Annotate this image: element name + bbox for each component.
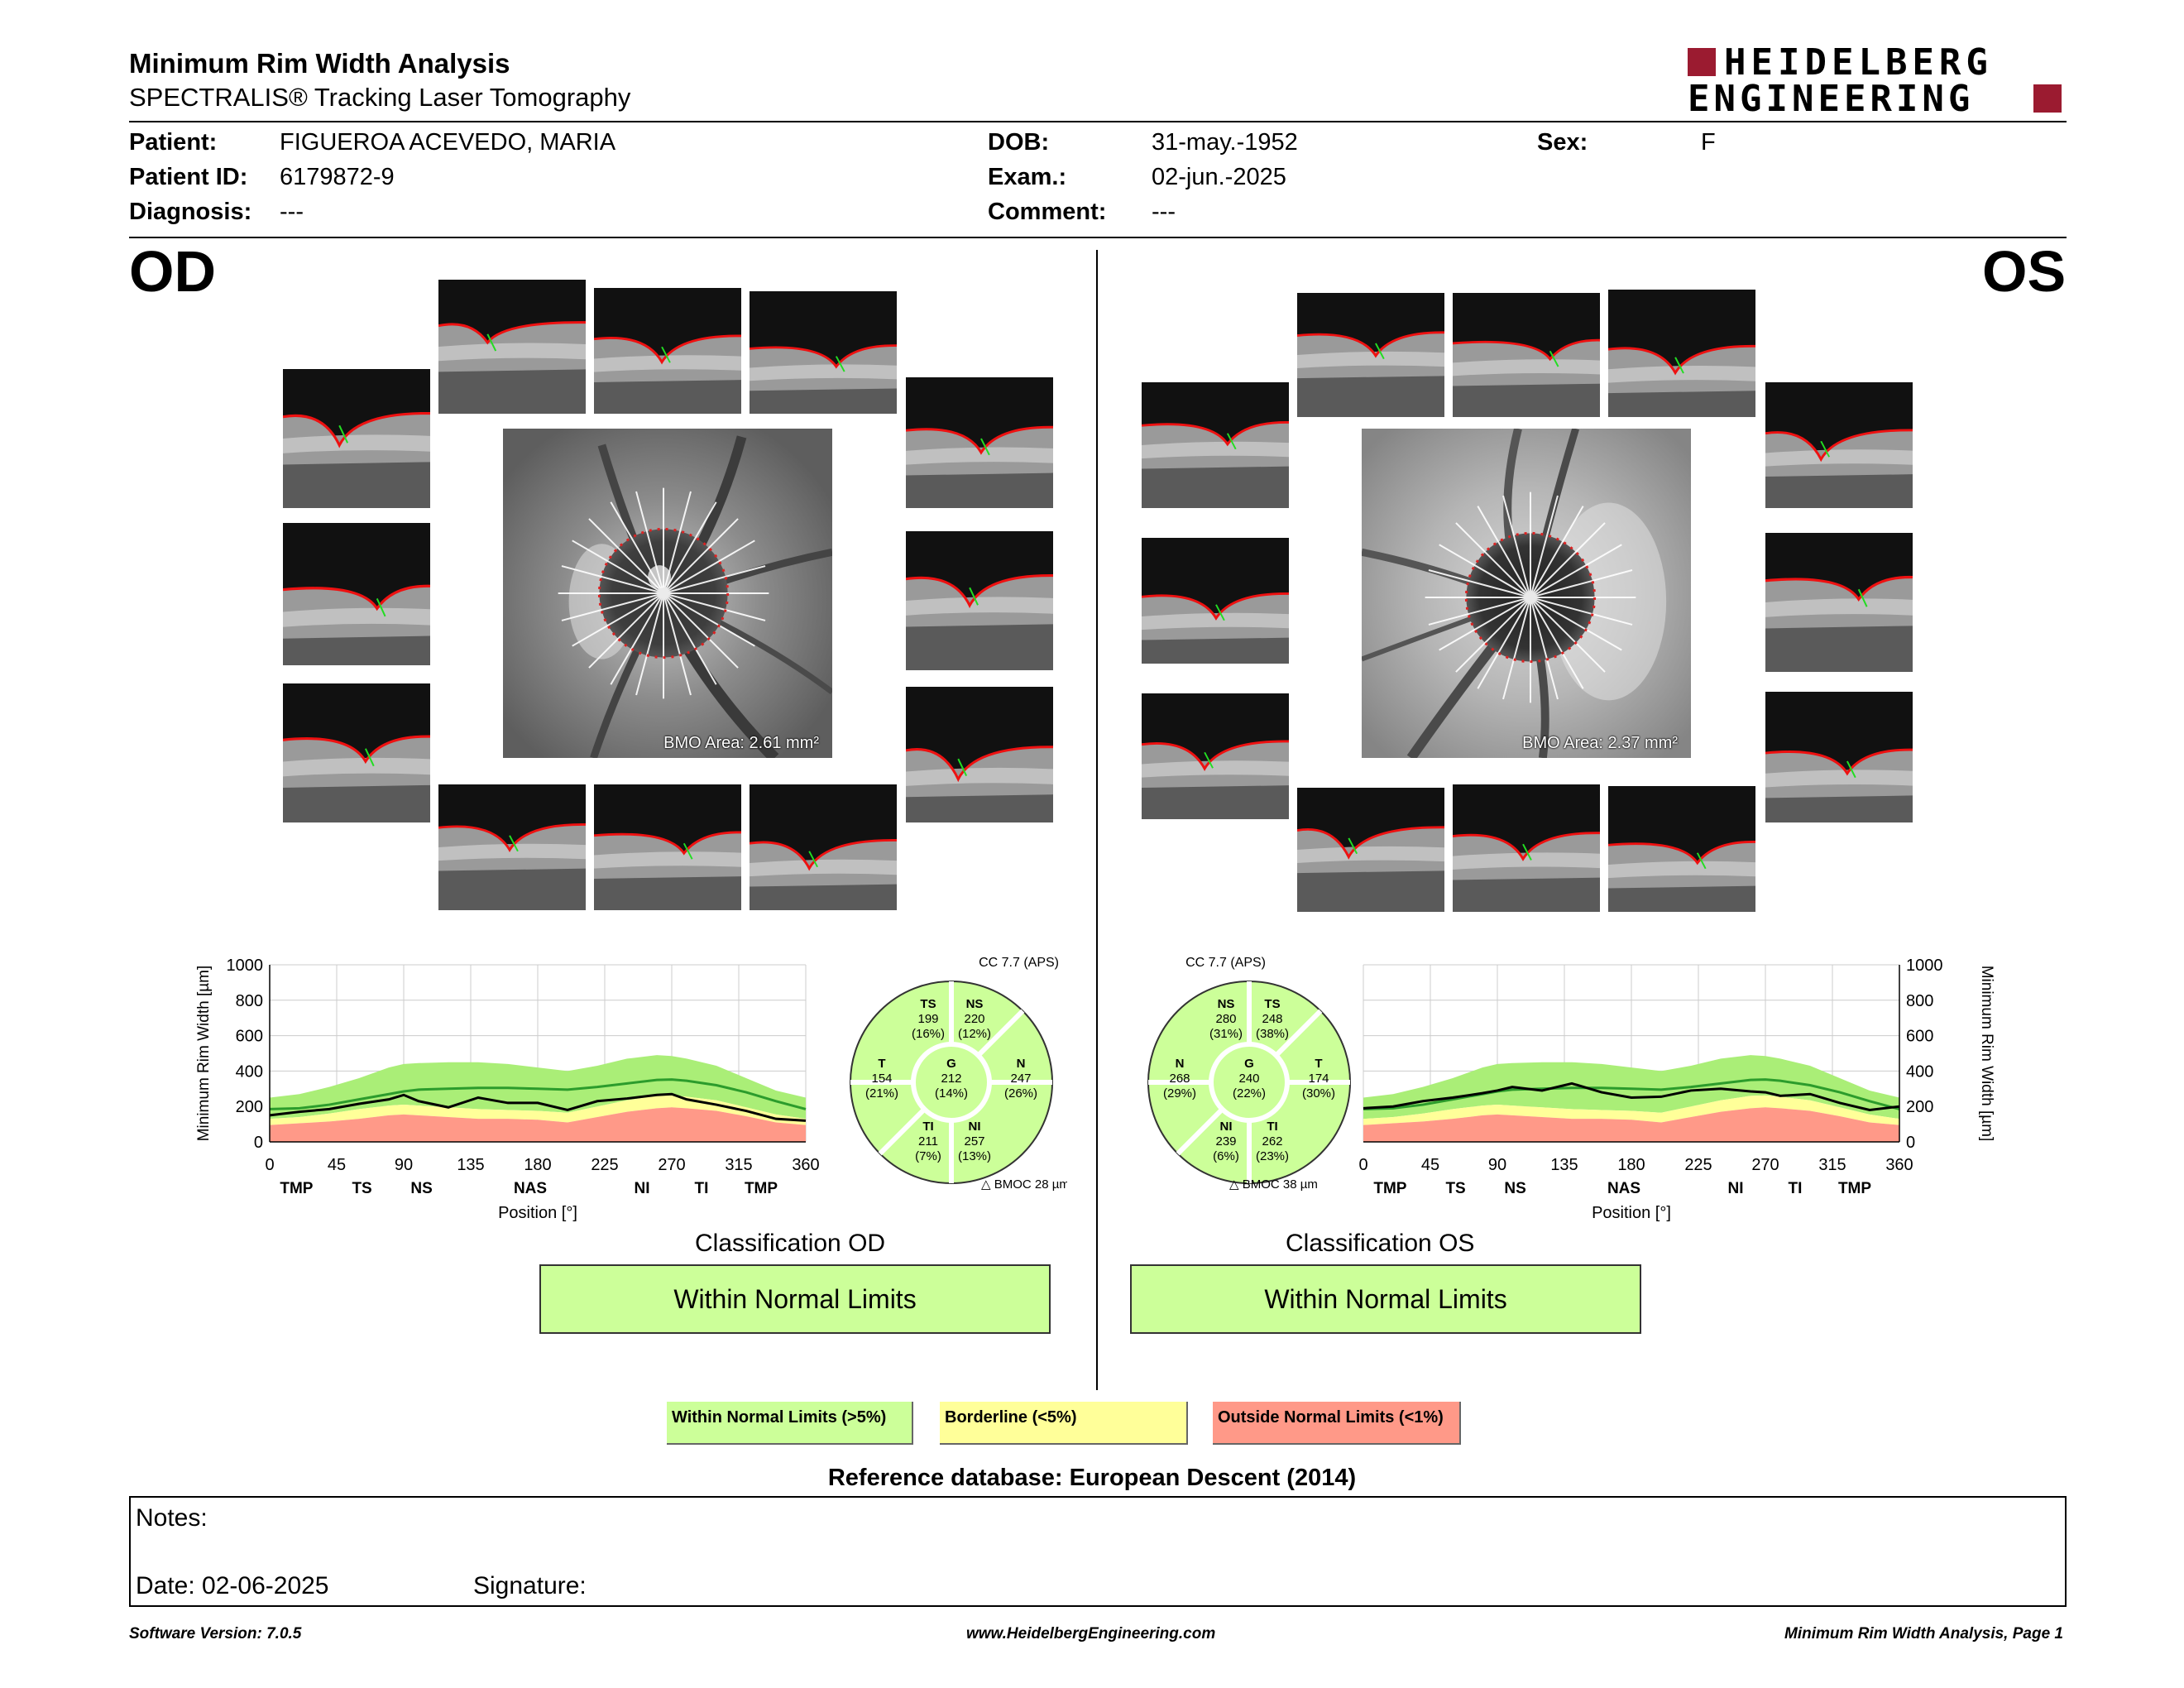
svg-text:247: 247 [1010, 1072, 1032, 1086]
svg-text:211: 211 [918, 1134, 938, 1149]
svg-text:NS: NS [1217, 997, 1235, 1011]
y-tick-label: 800 [1906, 991, 1934, 1010]
svg-text:199: 199 [917, 1012, 939, 1026]
oct-bscan-thumbnail [1142, 693, 1289, 819]
svg-text:NS: NS [965, 997, 984, 1011]
sector-axis-label: TI [694, 1180, 709, 1197]
svg-text:G: G [1244, 1057, 1254, 1071]
y-tick-label: 1000 [1906, 957, 1943, 975]
x-tick-label: 180 [524, 1156, 552, 1174]
svg-text:(30%): (30%) [1301, 1086, 1336, 1101]
y-tick-label: 200 [1906, 1098, 1934, 1117]
patient-id-value: 6179872-9 [280, 164, 395, 190]
legend-borderline: Borderline (<5%) [940, 1402, 1188, 1445]
svg-text:248: 248 [1262, 1012, 1283, 1026]
svg-text:(14%): (14%) [934, 1086, 969, 1101]
svg-text:240: 240 [1238, 1072, 1260, 1086]
svg-text:TS: TS [920, 997, 936, 1011]
oct-bscan-thumbnail [906, 687, 1053, 822]
x-tick-label: 0 [265, 1156, 275, 1174]
svg-text:N: N [1016, 1057, 1026, 1071]
dob-label: DOB: [988, 129, 1050, 156]
oct-bscan-thumbnail [283, 523, 430, 665]
x-tick-label: 45 [1420, 1156, 1440, 1174]
svg-text:174: 174 [1308, 1072, 1329, 1086]
x-tick-label: 225 [1684, 1156, 1712, 1174]
oct-bscan-thumbnail [1765, 382, 1913, 508]
svg-text:257: 257 [964, 1134, 985, 1149]
sector-axis-label: TMP [1373, 1180, 1407, 1197]
svg-text:(16%): (16%) [911, 1027, 946, 1041]
svg-text:NI: NI [968, 1120, 981, 1134]
x-tick-label: 360 [792, 1156, 820, 1174]
heidelberg-logo [1688, 41, 2068, 120]
oct-bscan-thumbnail [1765, 533, 1913, 672]
x-tick-label: 270 [1751, 1156, 1779, 1174]
x-axis-label: Position [°] [498, 1204, 577, 1222]
notes-box [129, 1496, 2067, 1607]
exam-value: 02-jun.-2025 [1152, 164, 1286, 190]
x-tick-label: 135 [457, 1156, 485, 1174]
bmoc-label: △ BMOC 38 µm [1229, 1177, 1318, 1192]
os-sector-wheel [1133, 943, 1368, 1192]
od-eye-label: OD [129, 239, 216, 304]
x-tick-label: 0 [1358, 1156, 1368, 1174]
comment-label: Comment: [988, 199, 1107, 225]
y-axis-label: Minimum Rim Width [µm] [1978, 965, 1994, 1142]
sector-axis-label: TMP [1837, 1180, 1872, 1197]
svg-text:220: 220 [964, 1012, 985, 1026]
sector-axis-label: NAS [1607, 1180, 1641, 1197]
os-classification-box: Within Normal Limits [1130, 1264, 1641, 1334]
svg-text:(38%): (38%) [1255, 1027, 1290, 1041]
legend-outside: Outside Normal Limits (<1%) [1213, 1402, 1461, 1445]
x-tick-label: 315 [725, 1156, 753, 1174]
y-tick-label: 400 [235, 1062, 263, 1081]
y-axis-label: Minimum Rim Width [µm] [195, 965, 213, 1142]
date-label: Date: 02-06-2025 [136, 1572, 329, 1599]
oct-bscan-thumbnail [1453, 293, 1600, 417]
diagnosis-value: --- [280, 199, 304, 225]
svg-text:N: N [1175, 1057, 1185, 1071]
sector-axis-label: TS [352, 1180, 372, 1197]
oct-bscan-thumbnail [1142, 382, 1289, 508]
notes-label: Notes: [136, 1504, 208, 1532]
y-tick-label: 600 [1906, 1027, 1934, 1046]
patient-value: FIGUEROA ACEVEDO, MARIA [280, 129, 616, 156]
comment-value: --- [1152, 199, 1176, 225]
x-tick-label: 90 [1487, 1156, 1507, 1174]
sector-axis-label: NAS [513, 1180, 548, 1197]
y-tick-label: 800 [235, 991, 263, 1010]
sector-axis-label: NS [410, 1180, 433, 1197]
footer-website: www.HeidelbergEngineering.com [966, 1625, 1216, 1642]
svg-text:(13%): (13%) [957, 1149, 992, 1163]
oct-bscan-thumbnail [750, 291, 897, 414]
oct-bscan-thumbnail [1608, 786, 1755, 912]
oct-bscan-thumbnail [438, 280, 586, 414]
svg-text:(29%): (29%) [1162, 1086, 1197, 1101]
svg-text:(31%): (31%) [1209, 1027, 1243, 1041]
svg-text:TI: TI [922, 1120, 934, 1134]
od-bmo-area: BMO Area: 2.61 mm² [663, 734, 819, 752]
sex-label: Sex: [1537, 129, 1588, 156]
y-tick-label: 0 [1906, 1134, 1916, 1152]
svg-text:268: 268 [1169, 1072, 1190, 1086]
x-tick-label: 135 [1550, 1156, 1578, 1174]
svg-text:212: 212 [941, 1072, 962, 1086]
oct-bscan-thumbnail [1142, 538, 1289, 664]
sector-axis-label: TMP [280, 1180, 314, 1197]
report-title: Minimum Rim Width Analysis [129, 48, 510, 79]
cc-label: CC 7.7 (APS) [979, 956, 1059, 970]
svg-text:(7%): (7%) [915, 1149, 941, 1163]
svg-text:(26%): (26%) [1003, 1086, 1038, 1101]
oct-bscan-thumbnail [1297, 788, 1444, 912]
oct-bscan-thumbnail [594, 288, 741, 414]
footer-software: Software Version: 7.0.5 [129, 1625, 302, 1642]
oct-bscan-thumbnail [1765, 692, 1913, 822]
patient-label: Patient: [129, 129, 218, 156]
oct-bscan-thumbnail [906, 377, 1053, 508]
oct-bscan-thumbnail [594, 784, 741, 910]
os-mrw-chart [1357, 950, 1994, 1231]
y-tick-label: 1000 [226, 957, 263, 975]
y-tick-label: 0 [253, 1134, 263, 1152]
oct-bscan-thumbnail [283, 683, 430, 822]
svg-text:TS: TS [1264, 997, 1281, 1011]
logo-text-1: HEIDELBERG [1724, 41, 1993, 84]
sector-axis-label: TI [1788, 1180, 1803, 1197]
x-tick-label: 180 [1617, 1156, 1645, 1174]
os-bmo-area: BMO Area: 2.37 mm² [1522, 734, 1678, 752]
sector-axis-label: TMP [744, 1180, 778, 1197]
os-fundus-image [1362, 429, 1691, 758]
oct-bscan-thumbnail [750, 784, 897, 910]
od-classification-title: Classification OD [695, 1230, 886, 1257]
reference-database: Reference database: European Descent (2014) [827, 1465, 1357, 1491]
dob-value: 31-may.-1952 [1152, 129, 1298, 156]
sector-axis-label: NS [1504, 1180, 1526, 1197]
x-tick-label: 270 [658, 1156, 686, 1174]
y-tick-label: 400 [1906, 1062, 1934, 1081]
logo-text-2: ENGINEERING [1688, 78, 1975, 120]
signature-label: Signature: [473, 1572, 587, 1599]
od-classification-box: Within Normal Limits [539, 1264, 1051, 1334]
os-classification-title: Classification OS [1286, 1230, 1475, 1257]
svg-text:239: 239 [1215, 1134, 1237, 1149]
cc-label: CC 7.7 (APS) [1185, 956, 1266, 970]
oct-bscan-thumbnail [906, 531, 1053, 670]
svg-text:NI: NI [1219, 1120, 1233, 1134]
svg-text:262: 262 [1262, 1134, 1283, 1149]
svg-text:(12%): (12%) [957, 1027, 992, 1041]
footer-page: Minimum Rim Width Analysis, Page 1 [1784, 1625, 2063, 1642]
os-eye-label: OS [1982, 239, 2067, 304]
x-tick-label: 90 [394, 1156, 414, 1174]
legend-normal: Within Normal Limits (>5%) [667, 1402, 913, 1445]
y-tick-label: 200 [235, 1098, 263, 1117]
report-subtitle: SPECTRALIS® Tracking Laser Tomography [129, 83, 631, 112]
oct-bscan-thumbnail [283, 369, 430, 508]
svg-text:T: T [1315, 1057, 1323, 1071]
svg-text:280: 280 [1215, 1012, 1237, 1026]
bmoc-label: △ BMOC 28 µm [981, 1177, 1067, 1192]
patient-id-label: Patient ID: [129, 164, 248, 190]
od-mrw-chart [190, 950, 827, 1231]
oct-bscan-thumbnail [1608, 290, 1755, 417]
od-fundus-image [503, 429, 832, 758]
svg-text:(23%): (23%) [1255, 1149, 1290, 1163]
sex-value: F [1701, 129, 1716, 156]
y-tick-label: 600 [235, 1027, 263, 1046]
svg-text:154: 154 [871, 1072, 893, 1086]
x-tick-label: 45 [327, 1156, 347, 1174]
sector-axis-label: NI [634, 1180, 650, 1197]
sector-axis-label: NI [1727, 1180, 1744, 1197]
x-tick-label: 315 [1818, 1156, 1846, 1174]
sector-axis-label: TS [1445, 1180, 1466, 1197]
svg-text:(22%): (22%) [1232, 1086, 1267, 1101]
svg-text:(6%): (6%) [1213, 1149, 1239, 1163]
x-tick-label: 225 [591, 1156, 619, 1174]
oct-bscan-thumbnail [1297, 293, 1444, 417]
svg-text:T: T [878, 1057, 886, 1071]
svg-text:TI: TI [1267, 1120, 1278, 1134]
x-axis-label: Position [°] [1592, 1204, 1671, 1222]
oct-bscan-thumbnail [1453, 784, 1600, 912]
oct-bscan-thumbnail [438, 784, 586, 910]
svg-text:(21%): (21%) [864, 1086, 899, 1101]
svg-text:G: G [946, 1057, 956, 1071]
exam-label: Exam.: [988, 164, 1067, 190]
x-tick-label: 360 [1885, 1156, 1913, 1174]
od-sector-wheel [836, 943, 1067, 1192]
diagnosis-label: Diagnosis: [129, 199, 252, 225]
